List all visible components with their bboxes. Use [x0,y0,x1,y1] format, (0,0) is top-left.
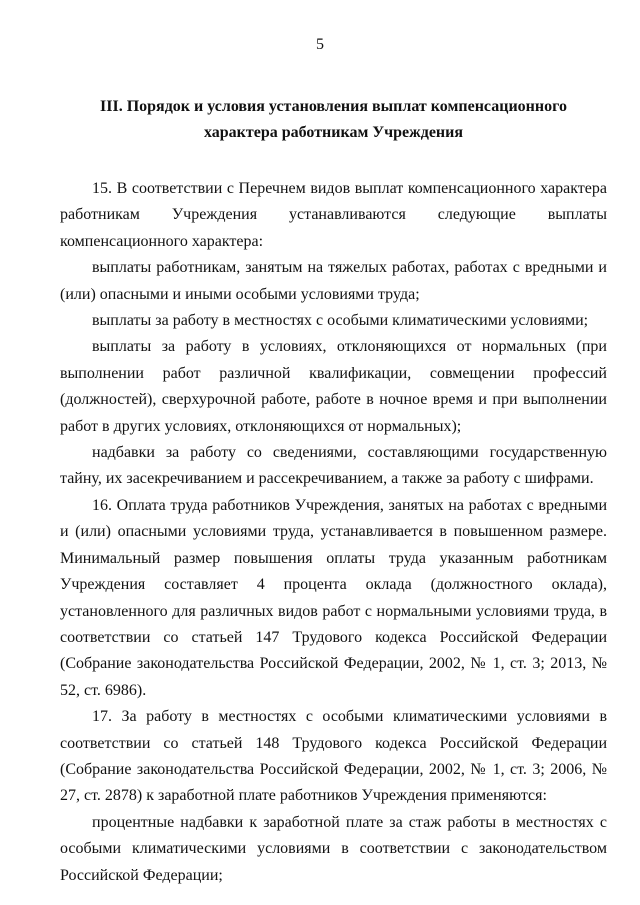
list-item-state-secret: надбавки за работу со сведениями, составляющими государственную тайну, их засекречиванием и рассекречиванием, а также за работу с шифрами. [60,444,607,488]
page-number: 5 [316,36,324,53]
paragraph-17: 17. За работу в местностях с особыми климатическими условиями в соответствии со статьей 148 Трудового кодекса Российской Федерации (Собрание законодательства Российской Федерации, 2002, № 1, ст. 3; 2006, № 27, ст. 2878) к заработной плате работников Учреждения применяются: [60,708,607,805]
list-item-percentage-allowances: процентные надбавки к заработной плате за стаж работы в местностях с особыми климатическими условиями в соответствии с законодательством Российской Федерации; [60,813,607,884]
list-item-abnormal-conditions: выплаты за работу в условиях, отклоняющихся от нормальных (при выполнении работ различной квалификации, совмещении профессий (должностей), сверхурочной работе, работе в ночное время и при выполнении работ в других условиях, отклоняющихся от нормальных); [60,338,607,435]
section-heading [60,94,607,146]
list-item-hazardous-work: выплаты работникам, занятым на тяжелых работах, работах с вредными и (или) опасными и иными особыми условиями труда; [60,259,607,303]
paragraph-15: 15. В соответствии с Перечнем видов выплат компенсационного характера работникам Учреждения устанавливаются следующие выплаты компенсационного характера: [60,180,607,250]
list-item-climatic-conditions: выплаты за работу в местностях с особыми климатическими условиями; [92,312,589,330]
section-heading-line-1: III. Порядок и условия установления выплат компенсационного [100,98,567,115]
paragraph-16: 16. Оплата труда работников Учреждения, занятых на работах с вредными и (или) опасными условиями труда, устанавливается в повышенном размере. Минимальный размер повышения оплаты труда указанным работникам Учреждения составляет 4 процента оклада (должностного оклада), установленного для различных видов работ с нормальными условиями труда, в соответствии со статьей 147 Трудового кодекса Российской Федерации (Собрание законодательства Российской Федерации, 2002, № 1, ст. 3; 2013, № 52, ст. 6986). [60,496,607,699]
document-body [60,176,607,889]
section-heading-line-2: характера работникам Учреждения [203,124,464,141]
